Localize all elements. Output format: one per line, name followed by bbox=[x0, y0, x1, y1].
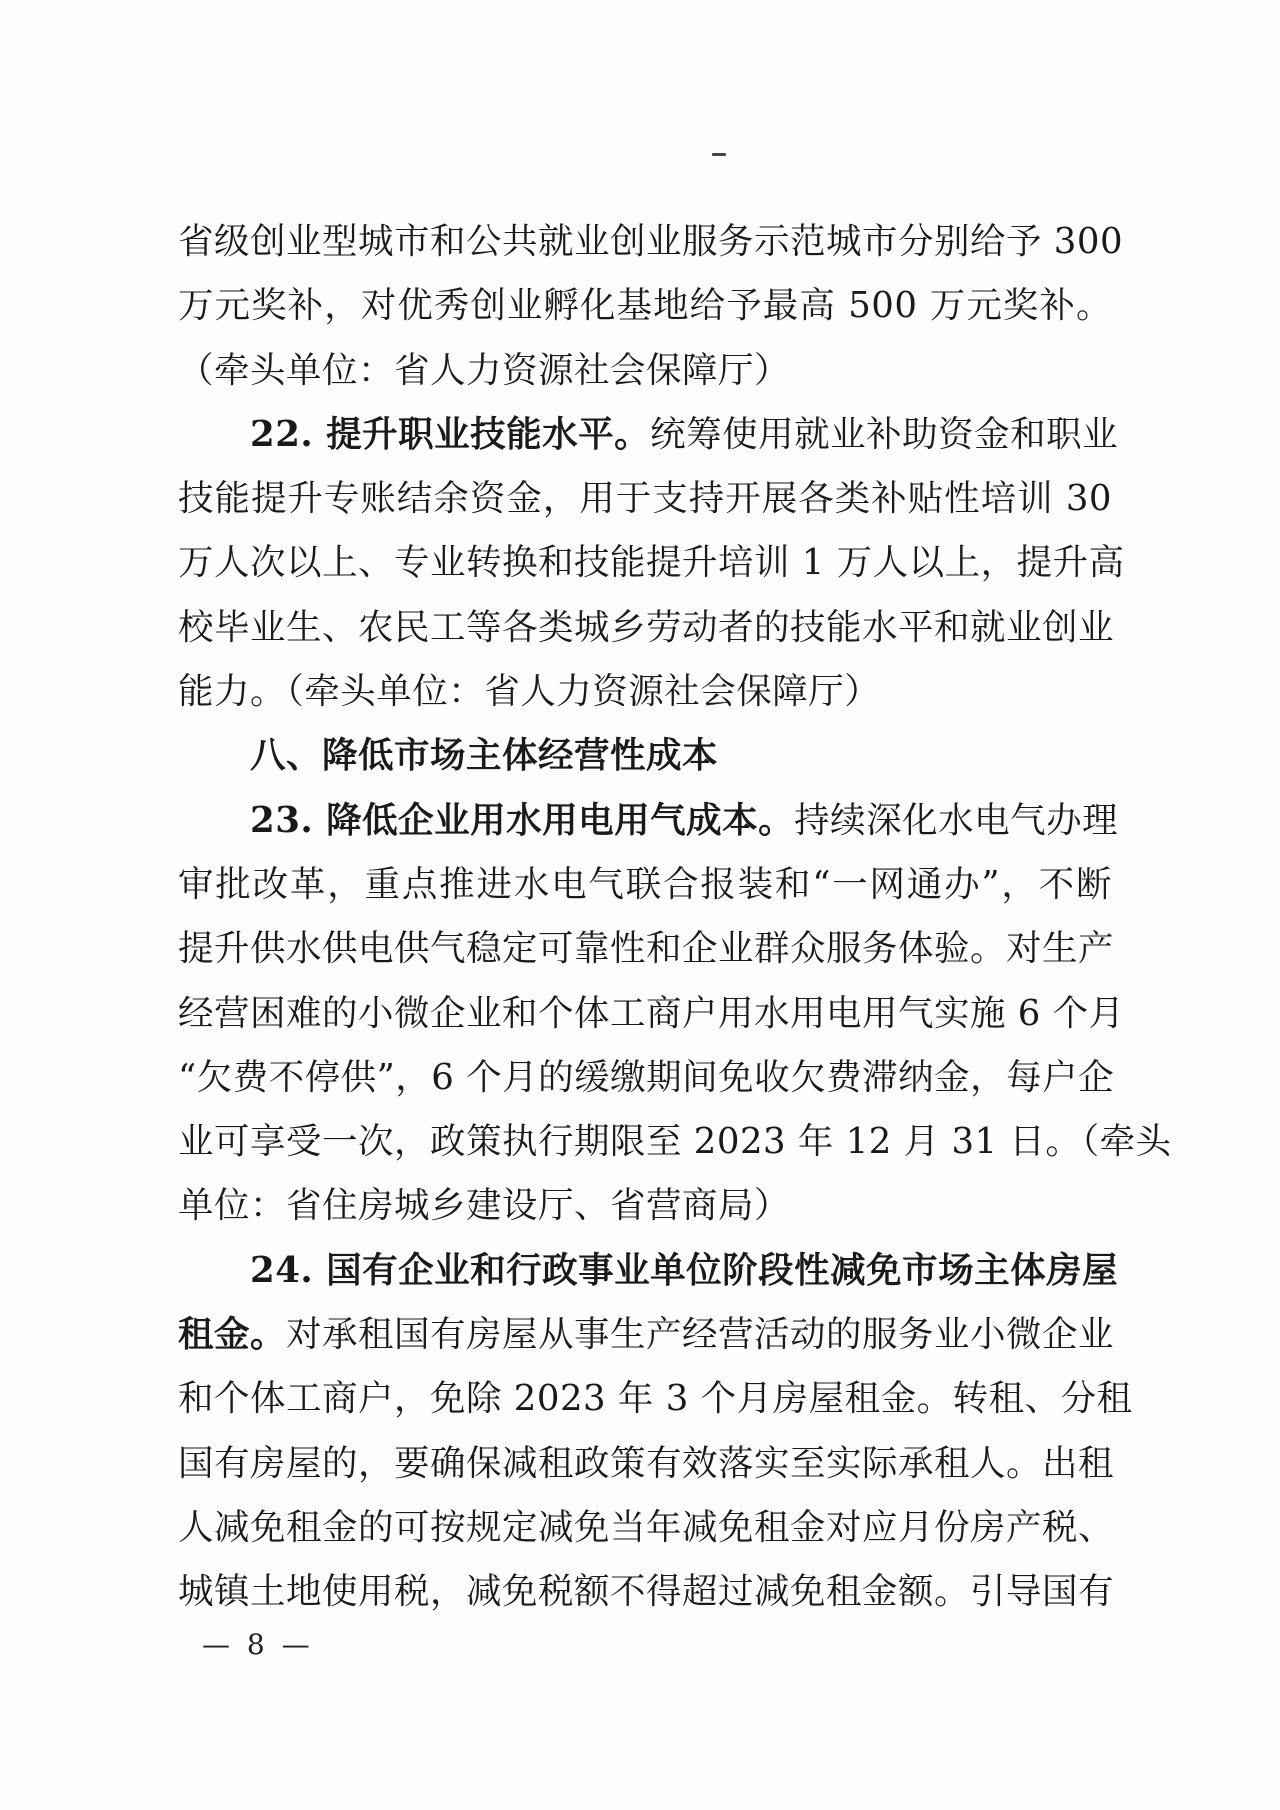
text-line: 校毕业生、农民工等各类城乡劳动者的技能水平和就业创业 bbox=[178, 606, 1115, 648]
text-line: 对承租国有房屋从事生产经营活动的服务业小微企业 bbox=[286, 1314, 1115, 1356]
item-23-heading: 23. 降低企业用水用电用气成本。 bbox=[250, 799, 795, 841]
text-line: 万人次以上、专业转换和技能提升培训 1 万人以上，提升高 bbox=[178, 542, 1125, 584]
item-24-first-line bbox=[178, 1239, 1119, 1303]
text-line: 国有房屋的，要确保减租政策有效落实至实际承租人。出租 bbox=[178, 1442, 1115, 1484]
text-line: 经营困难的小微企业和个体工商户用水用电用气实施 6 个月 bbox=[178, 992, 1125, 1034]
text-line: 持续深化水电气办理 bbox=[794, 799, 1119, 841]
item-24-second-line bbox=[178, 1303, 1115, 1367]
item-22-first-line bbox=[178, 403, 1119, 467]
document-body bbox=[178, 210, 1172, 1625]
text-line: 和个体工商户，免除 2023 年 3 个月房屋租金。转租、分租 bbox=[178, 1378, 1133, 1420]
text-line: 业可享受一次，政策执行期限至 2023 年 12 月 31 日。（牵头 bbox=[178, 1121, 1172, 1163]
text-line: 城镇土地使用税，减免税额不得超过减免租金额。引导国有 bbox=[178, 1571, 1115, 1613]
item-24-heading-end: 租金。 bbox=[178, 1314, 287, 1356]
page-number: — 8 — bbox=[202, 1628, 314, 1661]
section-8-title bbox=[178, 724, 1112, 788]
text-line: 统筹使用就业补助资金和职业 bbox=[650, 413, 1119, 455]
scan-mark bbox=[712, 153, 726, 156]
section-title-text: 八、降低市场主体经营性成本 bbox=[250, 735, 719, 777]
item-24-heading: 24. 国有企业和行政事业单位阶段性减免市场主体房屋 bbox=[250, 1249, 1119, 1291]
text-line: 人减免租金的可按规定减免当年减免租金对应月份房产税、 bbox=[178, 1506, 1115, 1548]
text-line: 能力。（牵头单位：省人力资源社会保障厅） bbox=[178, 671, 881, 713]
text-line: 提升供水供电供气稳定可靠性和企业群众服务体验。对生产 bbox=[178, 928, 1115, 970]
text-line: “欠费不停供”，6 个月的缓缴期间免收欠费滞纳金，每户企 bbox=[178, 1056, 1115, 1098]
text-line: 审批改革，重点推进水电气联合报装和“一网通办”，不断 bbox=[178, 863, 1112, 905]
item-22-heading: 22. 提升职业技能水平。 bbox=[250, 413, 651, 455]
text-line: 万元奖补，对优秀创业孵化基地给予最高 500 万元奖补。 bbox=[178, 285, 1112, 327]
text-line: 单位：省住房城乡建设厅、省营商局） bbox=[178, 1185, 791, 1227]
text-line: 技能提升专账结余资金，用于支持开展各类补贴性培训 30 bbox=[178, 478, 1112, 520]
item-23-first-line bbox=[178, 789, 1119, 853]
text-line: 省级创业型城市和公共就业创业服务示范城市分别给予 300 bbox=[178, 221, 1124, 262]
text-line: （牵头单位：省人力资源社会保障厅） bbox=[178, 349, 791, 391]
